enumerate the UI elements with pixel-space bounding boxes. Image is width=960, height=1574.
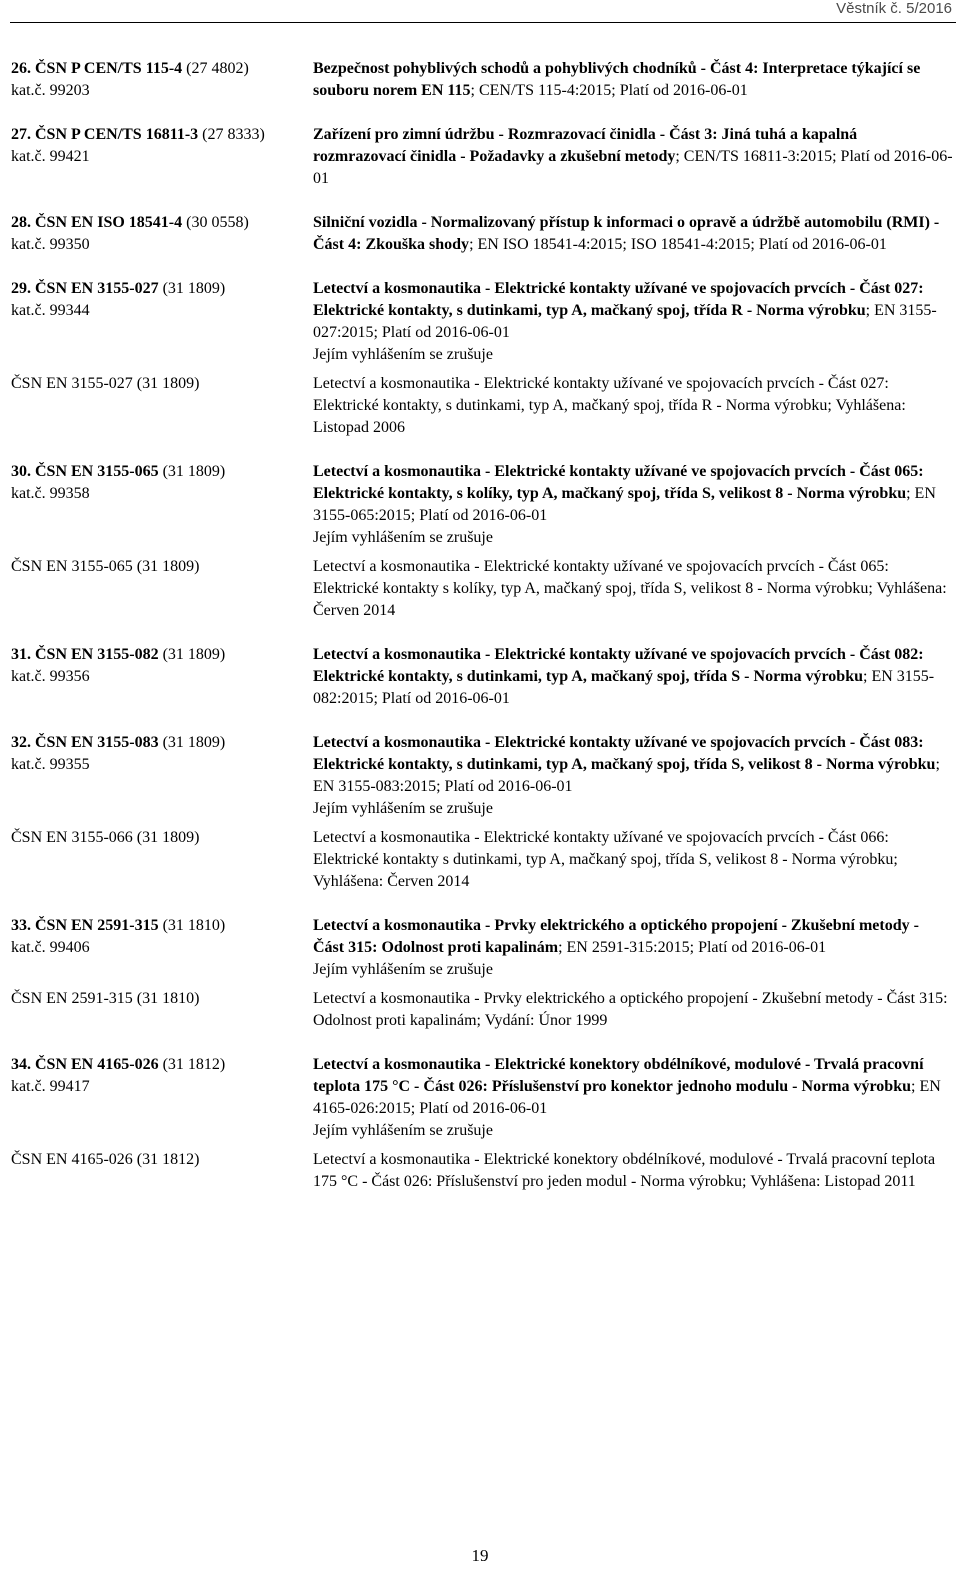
entry-description <box>313 1054 953 1142</box>
cancellation-note: Jejím vyhlášením se zrušuje <box>313 1122 493 1139</box>
replaced-standard-row <box>11 988 955 1032</box>
standard-details: ; EN ISO 18541-4:2015; ISO 18541-4:2015; Platí od 2016-06-01 <box>469 236 887 253</box>
class-sign: (31 1809) <box>158 280 226 297</box>
standard-entry <box>11 461 955 622</box>
standard-title: Letectví a kosmonautika - Prvky elektrického a optického propojení - Zkušební metody - Část 315: Odolnost proti kapalinám <box>313 917 919 956</box>
standard-code-line <box>11 644 313 666</box>
standard-code: ČSN P CEN/TS 115-4 <box>35 60 183 77</box>
entry-code-column <box>11 278 313 366</box>
entry-code-column <box>11 212 313 256</box>
page-number: 19 <box>471 1546 489 1565</box>
standard-title: Letectví a kosmonautika - Elektrické kontakty užívané ve spojovacích prvcích - Část 083: Elektrické kontakty, s dutinkami, typ A, mačkaný spoj, třída S, velikost 8 - Norma výrobku <box>313 734 936 773</box>
cancellation-note: Jejím vyhlášením se zrušuje <box>313 961 493 978</box>
entry-number: 32. <box>11 734 31 751</box>
standard-code: ČSN EN 3155-082 <box>35 646 159 663</box>
replaced-standard-code: ČSN EN 3155-065 (31 1809) <box>11 558 200 575</box>
class-sign: (31 1812) <box>158 1056 226 1073</box>
standard-code-line <box>11 124 313 146</box>
catalog-number: kat.č. 99417 <box>11 1078 90 1095</box>
entry-code-column <box>11 915 313 981</box>
entry-description <box>313 58 953 102</box>
standard-entry <box>11 915 955 1032</box>
replaced-standard-code: ČSN EN 2591-315 (31 1810) <box>11 990 200 1007</box>
entry-main-row <box>11 212 955 256</box>
catalog-number: kat.č. 99356 <box>11 668 90 685</box>
standard-details: ; EN 3155-083:2015; Platí od 2016-06-01 <box>313 756 940 795</box>
standard-code: ČSN EN 3155-083 <box>35 734 159 751</box>
standard-details: ; EN 3155-027:2015; Platí od 2016-06-01 <box>313 302 937 341</box>
entry-main-row <box>11 644 955 710</box>
standard-title: Zařízení pro zimní údržbu - Rozmrazovací činidla - Část 3: Jiná tuhá a kapalná rozmrazovací činidla - Požadavky a zkušební metody <box>313 126 858 165</box>
standard-details: ; CEN/TS 16811-3:2015; Platí od 2016-06-01 <box>313 148 953 187</box>
catalog-number: kat.č. 99358 <box>11 485 90 502</box>
standard-details: ; EN 4165-026:2015; Platí od 2016-06-01 <box>313 1078 941 1117</box>
standard-details: ; CEN/TS 115-4:2015; Platí od 2016-06-01 <box>470 82 748 99</box>
class-sign: (30 0558) <box>182 214 249 231</box>
standard-details: ; EN 3155-065:2015; Platí od 2016-06-01 <box>313 485 936 524</box>
entry-code-column <box>11 1054 313 1142</box>
entry-main-row <box>11 461 955 549</box>
header-divider <box>10 22 956 23</box>
standard-code: ČSN EN 3155-065 <box>35 463 159 480</box>
replaced-standard-title: Letectví a kosmonautika - Elektrické kontakty užívané ve spojovacích prvcích - Část 065: Elektrické kontakty s kolíky, typ A, mačkaný spoj, třída S, velikost 8 - Norma výrobku; Vyhlášena: Červen 2014 <box>313 558 947 619</box>
standard-title: Letectví a kosmonautika - Elektrické kontakty užívané ve spojovacích prvcích - Část 027: Elektrické kontakty, s dutinkami, typ A, mačkaný spoj, třída R - Norma výrobku <box>313 280 924 319</box>
cancellation-note: Jejím vyhlášením se zrušuje <box>313 800 493 817</box>
entry-main-row <box>11 278 955 366</box>
standard-entry <box>11 732 955 893</box>
replaced-standard-row <box>11 1149 955 1193</box>
class-sign: (27 4802) <box>182 60 249 77</box>
replaced-standard-row <box>11 827 955 893</box>
catalog-number: kat.č. 99344 <box>11 302 90 319</box>
catalog-number: kat.č. 99203 <box>11 82 90 99</box>
cancellation-note: Jejím vyhlášením se zrušuje <box>313 529 493 546</box>
standard-title: Letectví a kosmonautika - Elektrické kontakty užívané ve spojovacích prvcích - Část 065: Elektrické kontakty, s kolíky, typ A, mačkaný spoj, třída S, velikost 8 - Norma výrobku <box>313 463 924 502</box>
entry-number: 30. <box>11 463 31 480</box>
standard-code-line <box>11 461 313 483</box>
standard-entry <box>11 278 955 439</box>
replaced-standard-code: ČSN EN 4165-026 (31 1812) <box>11 1151 200 1168</box>
journal-title: Věstník č. 5/2016 <box>836 0 952 17</box>
catalog-number: kat.č. 99350 <box>11 236 90 253</box>
entry-code-column <box>11 732 313 820</box>
entry-description <box>313 212 953 256</box>
standard-code: ČSN EN ISO 18541-4 <box>35 214 183 231</box>
entry-number: 29. <box>11 280 31 297</box>
standard-details: ; EN 3155-082:2015; Platí od 2016-06-01 <box>313 668 935 707</box>
standard-code-line <box>11 915 313 937</box>
journal-header <box>0 0 952 18</box>
entry-description <box>313 915 953 981</box>
replaced-standard-title: Letectví a kosmonautika - Elektrické kontakty užívané ve spojovacích prvcích - Část 027: Elektrické kontakty, s dutinkami, typ A, mačkaný spoj, třída R - Norma výrobku; Vyhlášena: Listopad 2006 <box>313 375 906 436</box>
entry-code-column <box>11 461 313 549</box>
entry-main-row <box>11 915 955 981</box>
entry-number: 26. <box>11 60 31 77</box>
entry-number: 28. <box>11 214 31 231</box>
class-sign: (31 1809) <box>158 463 226 480</box>
standard-entry <box>11 1054 955 1193</box>
standard-title: Silniční vozidla - Normalizovaný přístup k informaci o opravě a údržbě automobilu (RMI) - Část 4: Zkouška shody <box>313 214 940 253</box>
replaced-standard-code: ČSN EN 3155-066 (31 1809) <box>11 829 200 846</box>
entry-main-row <box>11 124 955 190</box>
cancellation-note: Jejím vyhlášením se zrušuje <box>313 346 493 363</box>
catalog-number: kat.č. 99406 <box>11 939 90 956</box>
entry-main-row <box>11 58 955 102</box>
entry-description <box>313 461 953 549</box>
entry-main-row <box>11 1054 955 1142</box>
replaced-standard-title: Letectví a kosmonautika - Elektrické kontakty užívané ve spojovacích prvcích - Část 066: Elektrické kontakty s dutinkami, typ A, mačkaný spoj, třída S, velikost 8 - Norma výrobku; Vyhlášena: Červen 2014 <box>313 829 898 890</box>
replaced-standard-row <box>11 373 955 439</box>
standard-code-line <box>11 1054 313 1076</box>
entry-description <box>313 124 953 190</box>
class-sign: (27 8333) <box>198 126 265 143</box>
replaced-standard-title: Letectví a kosmonautika - Prvky elektrického a optického propojení - Zkušební metody - Část 315: Odolnost proti kapalinám; Vydání: Únor 1999 <box>313 990 948 1029</box>
class-sign: (31 1810) <box>158 917 226 934</box>
entry-number: 27. <box>11 126 31 143</box>
replaced-standard-row <box>11 556 955 622</box>
catalog-number: kat.č. 99355 <box>11 756 90 773</box>
standard-entry <box>11 58 955 102</box>
standard-code-line <box>11 278 313 300</box>
standard-title: Bezpečnost pohyblivých schodů a pohyblivých chodníků - Část 4: Interpretace týkající se souboru norem EN 115 <box>313 60 921 99</box>
entry-number: 34. <box>11 1056 31 1073</box>
standard-code-line <box>11 212 313 234</box>
standard-code-line <box>11 732 313 754</box>
entry-description <box>313 644 953 710</box>
entry-code-column <box>11 644 313 710</box>
standard-entry <box>11 644 955 710</box>
standards-list <box>11 58 955 1215</box>
class-sign: (31 1809) <box>158 646 226 663</box>
standard-code-line <box>11 58 313 80</box>
entry-main-row <box>11 732 955 820</box>
entry-code-column <box>11 58 313 102</box>
standard-code: ČSN EN 2591-315 <box>35 917 159 934</box>
standard-entry <box>11 212 955 256</box>
standard-code: ČSN EN 3155-027 <box>35 280 159 297</box>
class-sign: (31 1809) <box>158 734 226 751</box>
standard-code: ČSN EN 4165-026 <box>35 1056 159 1073</box>
entry-code-column <box>11 124 313 190</box>
catalog-number: kat.č. 99421 <box>11 148 90 165</box>
standard-entry <box>11 124 955 190</box>
standard-title: Letectví a kosmonautika - Elektrické konektory obdélníkové, modulové - Trvalá pracovní teplota 175 °C - Část 026: Příslušenství pro konektor jednoho modulu - Norma výrobku <box>313 1056 924 1095</box>
replaced-standard-code: ČSN EN 3155-027 (31 1809) <box>11 375 200 392</box>
replaced-standard-title: Letectví a kosmonautika - Elektrické konektory obdélníkové, modulové - Trvalá pracovní teplota 175 °C - Část 026: Příslušenství pro jeden modul - Norma výrobku; Vyhlášena: Listopad 2011 <box>313 1151 936 1190</box>
standard-code: ČSN P CEN/TS 16811-3 <box>35 126 199 143</box>
standard-details: ; EN 2591-315:2015; Platí od 2016-06-01 <box>558 939 827 956</box>
standard-title: Letectví a kosmonautika - Elektrické kontakty užívané ve spojovacích prvcích - Část 082: Elektrické kontakty, s dutinkami, typ A, mačkaný spoj, třída S - Norma výrobku <box>313 646 924 685</box>
entry-description <box>313 732 953 820</box>
entry-number: 33. <box>11 917 31 934</box>
entry-description <box>313 278 953 366</box>
entry-number: 31. <box>11 646 31 663</box>
